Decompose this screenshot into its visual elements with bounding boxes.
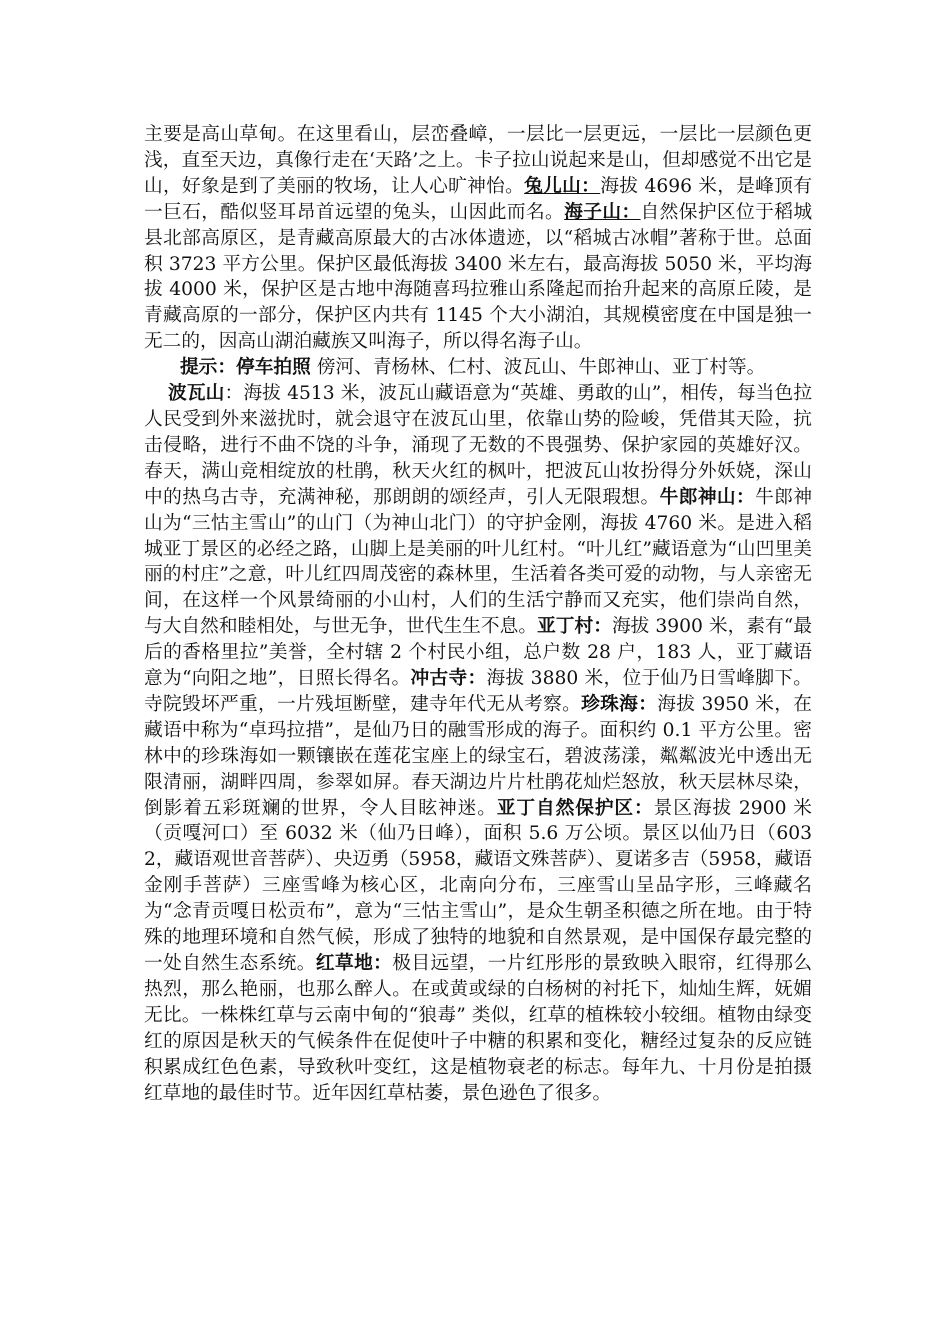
paragraph-text: 主要是高山草甸。在这里看山，层峦叠嶂，一层比一层更远，一层比一层颜色更浅，直至天边，真像行走在‘天路’之上。卡子拉山说起来是山，但却感觉不出它是山，好象是到了美丽的牧场，让人心旷神怡。	[144, 124, 812, 197]
paragraph-text: 牛郎神山为“三怙主雪山”的山门（为神山北门）的守护金刚，海拔 4760 米。是进入稻城亚丁景区的必经之路，山脚上是美丽的叶儿红村。“叶儿红”藏语意为“山凹里美丽的村庄”之意，叶儿红四周茂密的森林里，生活着各类可爱的动物，与人亲密无间，在这样一个风景绮丽的小山村，人们的生活宁静而又充实，他们崇尚自然，与大自然和睦相处，与世无争，世代生生不息。	[144, 486, 813, 638]
term-tuershan: 兔儿山：	[524, 175, 601, 197]
paragraph-text: 海拔 3880 米，位于仙乃日雪峰脚下。寺院毁坏严重，一片残垣断壁，建寺年代无从考察。	[144, 668, 812, 715]
term-haizishan: 海子山：	[564, 201, 641, 223]
term-yading-reserve: 亚丁自然保护区：	[496, 797, 654, 819]
paragraph-text: 海拔 4696 米，是峰顶有一巨石，酷似竖耳昂首远望的兔头，山因此而名。	[144, 175, 813, 223]
document-page	[144, 122, 812, 1106]
term-bowashan: 波瓦山	[168, 383, 225, 405]
tip-text: 傍河、青杨林、仁村、波瓦山、牛郎神山、亚丁村等。	[310, 357, 766, 379]
term-zhenzhu-hai: 珍珠海：	[581, 693, 658, 715]
paragraph-text: ：海拔 4513 米，波瓦山藏语意为“英雄、勇敢的山”，相传，每当色拉人民受到外来滋扰时，就会退守在波瓦山里，依靠山势的险峻，凭借其天险，抗击侵略，进行不曲不饶的斗争，涌现了无数的不畏强势、保护家园的英雄好汉。春天，满山竞相绽放的杜鹃，秋天火红的枫叶，把波瓦山妆扮得分外妖娆，深山中的热乌古寺，充满神秘，那朗朗的颂经声，引人无限瑕想。	[144, 383, 813, 508]
paragraph-text: 海拔 3950 米，在藏语中称为“卓玛拉措”，是仙乃日的融雪形成的海子。面积约 0.1 平方公里。密林中的珍珠海如一颗镶嵌在莲花宝座上的绿宝石，碧波荡漾，粼粼波光中透出无限清丽，湖畔四周，参翠如屏。春天湖边片片杜鹃花灿烂怒放，秋天层林尽染，倒影着五彩斑斓的世界，令人目眩神迷。	[144, 693, 812, 819]
paragraph-text: 极目远望，一片红彤彤的景致映入眼帘，红得那么热烈，那么艳丽，也那么醉人。在或黄或绿的白杨树的衬托下，灿灿生辉，妩媚无比。一株株红草与云南中甸的“狼毒” 类似，红草的植株较小较细。植物由绿变红的原因是秋天的气候条件在促使叶子中糖的积累和变化，糖经过复杂的反应链积累成红色色素，导致秋叶变红，这是植物衰老的标志。每年九、十月份是拍摄红草地的最佳时节。近年因红草枯萎，景色逊色了很多。	[144, 953, 813, 1104]
paragraph-kazila-haizishan	[144, 122, 812, 355]
term-niulang-shenshan: 牛郎神山：	[659, 486, 756, 508]
paragraph-text: 海拔 3900 米，素有“最后的香格里拉”美誉，全村辖 2 个村民小组，总户数 28 户，183 人，亚丁藏语意为“向阳之地”，日照长得名。	[144, 616, 813, 690]
term-hongcaodi: 红草地：	[315, 953, 393, 974]
term-chonggu-si: 冲古寺：	[410, 668, 487, 690]
paragraph-text: 自然保护区位于稻城县北部高原区，是青藏高原最大的古冰体遗迹，以“稻城古冰帽”著称于世。总面积 3723 平方公里。保护区最低海拔 3400 米左右，最高海拔 5050 米，平均海拔 4000 米，保护区是古地中海随喜玛拉雅山系隆起而抬升起来的高原丘陵，是青藏高原的一部分，保护区内共有 1145 个大小湖泊，其规模密度在中国是独一无二的，因高山湖泊藏族又叫海子，所以得名海子山。	[144, 201, 813, 353]
tip-label: 提示：停车拍照	[180, 357, 311, 379]
paragraph-photo-tip	[144, 355, 812, 381]
paragraph-attractions	[144, 381, 812, 1106]
term-yading-cun: 亚丁村：	[537, 616, 612, 638]
paragraph-text: 景区海拔 2900 米（贡嘎河口）至 6032 米（仙乃日峰），面积 5.6 万公顷。景区以仙乃日（6032，藏语观世音菩萨）、央迈勇（5958，藏语文殊菩萨）、夏诺多吉（5958，藏语金刚手菩萨）三座雪峰为核心区，北南向分布，三座雪山呈品字形，三峰藏名为“念青贡嘎日松贡布”，意为“三怙主雪山”，是众生朝圣积德之所在地。由于特殊的地理环境和自然气候，形成了独特的地貌和自然景观，是中国保存最完整的一处自然生态系统。	[144, 797, 812, 974]
